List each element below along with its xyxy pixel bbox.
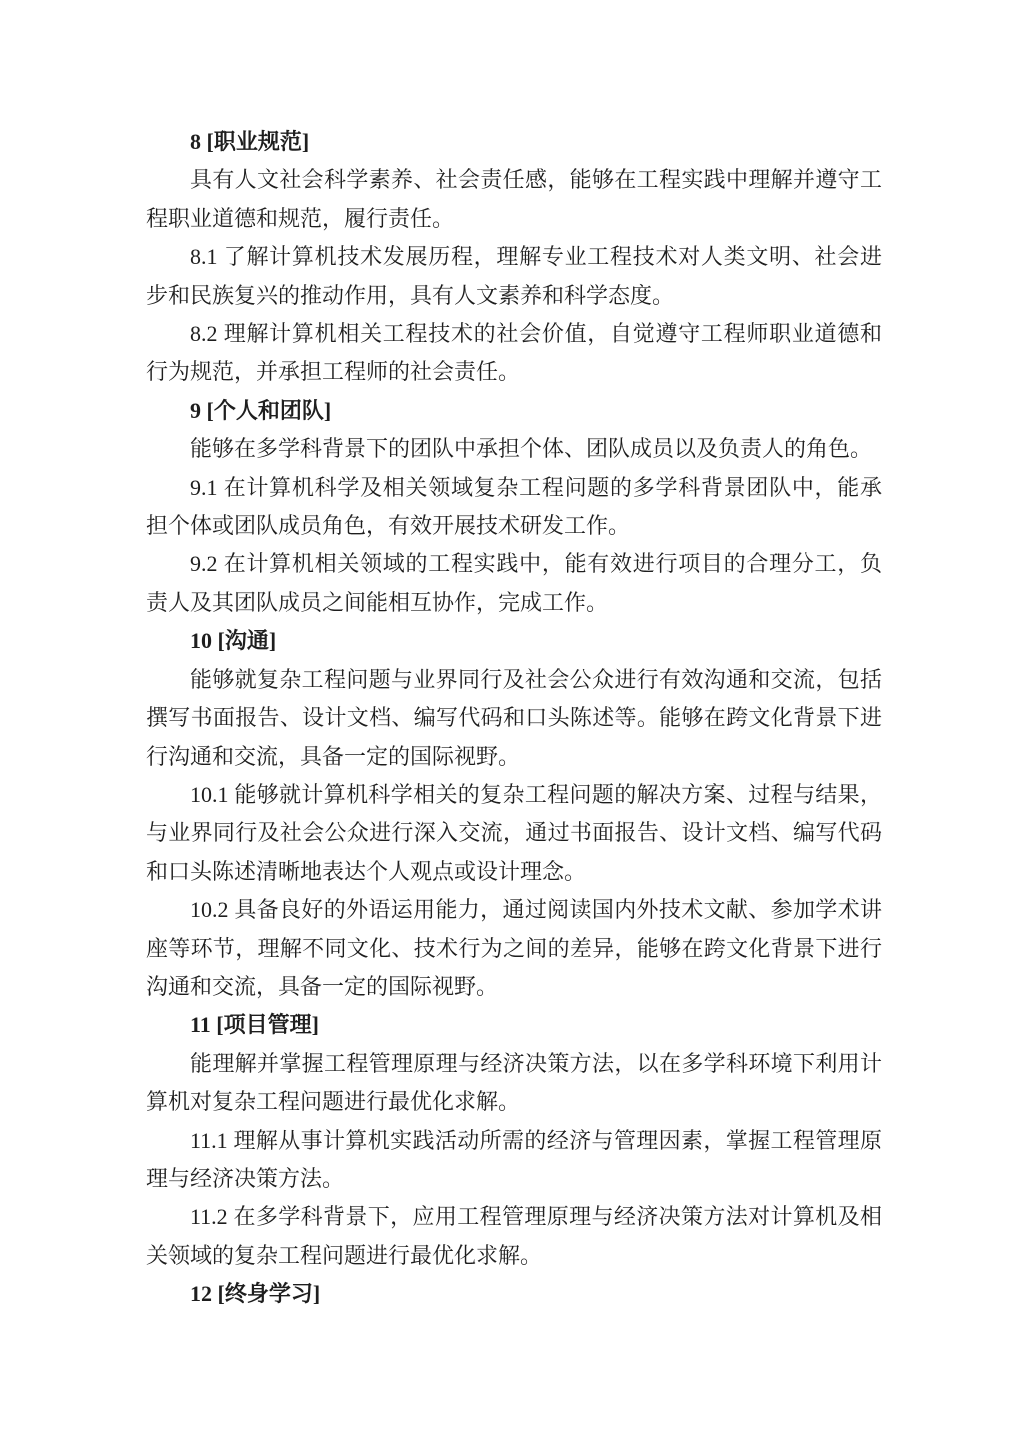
section-heading: 12 [终身学习] xyxy=(190,1281,321,1307)
paragraph: 9.1 在计算机科学及相关领域复杂工程问题的多学科背景团队中，能承担个体或团队成员角色，有效开展技术研发工作。 xyxy=(146,474,882,539)
document-body xyxy=(146,123,882,1314)
paragraph: 8.1 了解计算机技术发展历程，理解专业工程技术对人类文明、社会进步和民族复兴的推动作用，具有人文素养和科学态度。 xyxy=(146,244,882,308)
section-heading: 8 [职业规范] xyxy=(190,129,310,154)
section-heading: 9 [个人和团队] xyxy=(190,397,332,423)
paragraph: 8.2 理解计算机相关工程技术的社会价值，自觉遵守工程师职业道德和行为规范，并承担工程师的社会责任。 xyxy=(146,321,882,385)
paragraph: 11.1 理解从事计算机实践活动所需的经济与管理因素，掌握工程管理原理与经济决策方法。 xyxy=(146,1127,882,1191)
paragraph: 能理解并掌握工程管理原理与经济决策方法，以在多学科环境下利用计算机对复杂工程问题进行最优化求解。 xyxy=(146,1050,882,1115)
paragraph: 11.2 在多学科背景下，应用工程管理原理与经济决策方法对计算机及相关领域的复杂工程问题进行最优化求解。 xyxy=(146,1204,882,1268)
paragraph: 10.1 能够就计算机科学相关的复杂工程问题的解决方案、过程与结果，与业界同行及社会公众进行深入交流，通过书面报告、设计文档、编写代码和口头陈述清晰地表达个人观点或设计理念。 xyxy=(146,781,882,884)
paragraph: 10.2 具备良好的外语运用能力，通过阅读国内外技术文献、参加学术讲座等环节，理解不同文化、技术行为之间的差异，能够在跨文化背景下进行沟通和交流，具备一定的国际视野。 xyxy=(146,897,882,999)
section-heading: 11 [项目管理] xyxy=(190,1012,319,1038)
paragraph: 具有人文社会科学素养、社会责任感，能够在工程实践中理解并遵守工程职业道德和规范，履行责任。 xyxy=(146,167,882,231)
paragraph: 9.2 在计算机相关领域的工程实践中，能有效进行项目的合理分工，负责人及其团队成员之间能相互协作，完成工作。 xyxy=(146,551,882,615)
paragraph: 能够在多学科背景下的团队中承担个体、团队成员以及负责人的角色。 xyxy=(190,436,873,462)
section-heading: 10 [沟通] xyxy=(190,628,277,654)
paragraph: 能够就复杂工程问题与业界同行及社会公众进行有效沟通和交流，包括撰写书面报告、设计文档、编写代码和口头陈述等。能够在跨文化背景下进行沟通和交流，具备一定的国际视野。 xyxy=(146,666,882,769)
